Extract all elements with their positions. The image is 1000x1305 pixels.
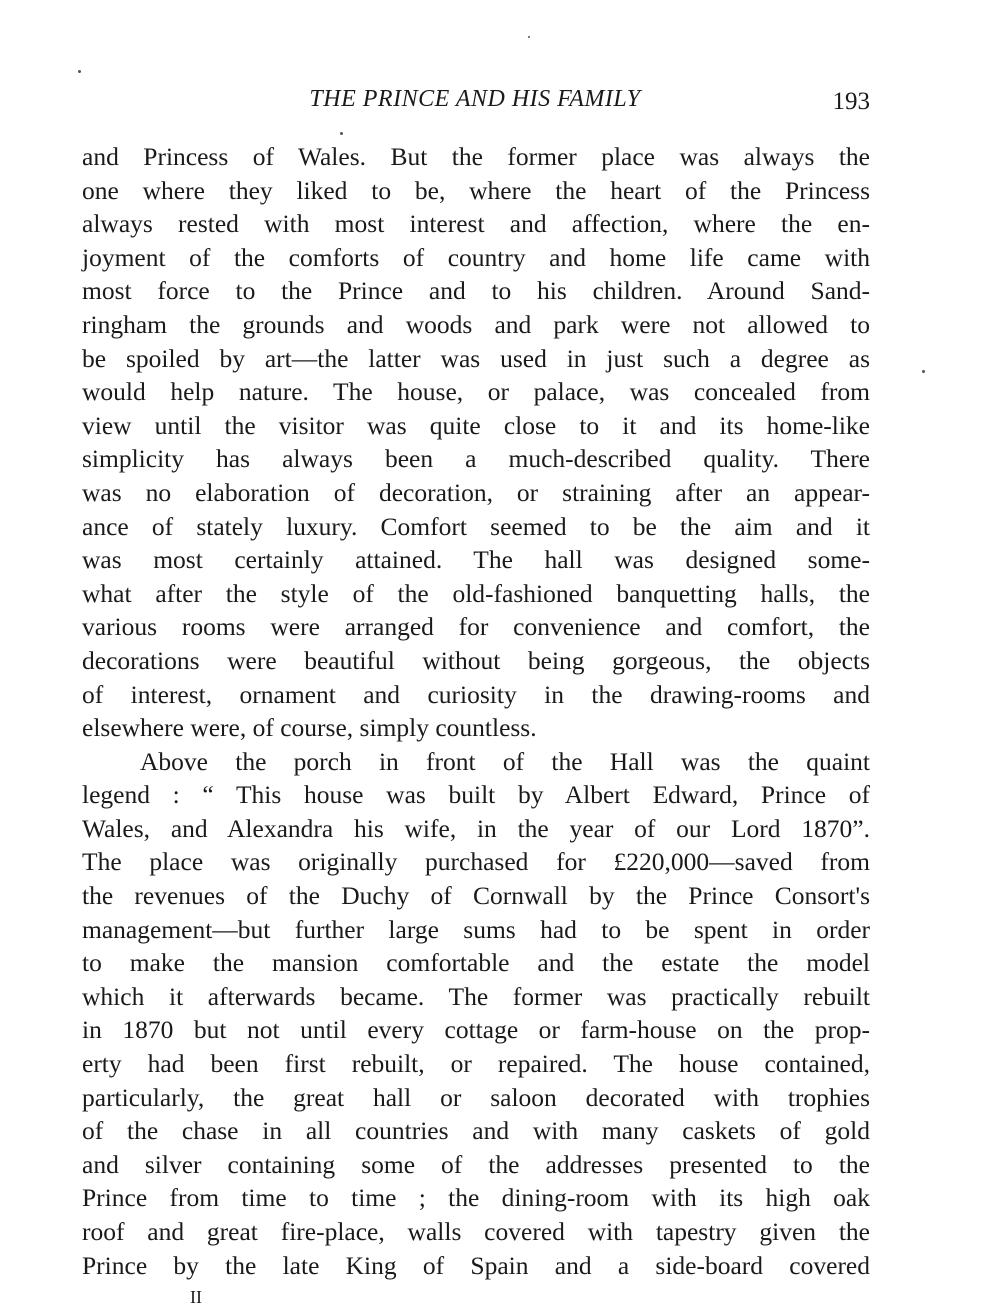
text-line: to make the mansion comfortable and the estate the model [82,948,870,978]
text-line: erty had been first rebuilt, or repaired. The house contained, [82,1049,870,1079]
text-line: Prince from time to time ; the dining-room with its high oak [82,1183,870,1213]
text-line: which it afterwards became. The former was practically rebuilt [82,981,870,1011]
running-head [80,86,870,120]
print-speck [78,70,81,73]
text-line: one where they liked to be, where the heart of the Princess [82,175,870,205]
text-line: view until the visitor was quite close to it and its home-like [82,410,870,440]
text-line: simplicity has always been a much-described quality. There [82,444,870,474]
paragraph-start-line: Above the porch in front of the Hall was the quaint [140,746,870,776]
text-line: Wales, and Alexandra his wife, in the year of our Lord 1870”. [82,813,870,843]
text-line: would help nature. The house, or palace, was concealed from [82,377,870,407]
paragraph-end-line: elsewhere were, of course, simply countless. [82,713,537,743]
text-line: was most certainly attained. The hall was designed some- [82,545,870,575]
text-line: and Princess of Wales. But the former place was always the [82,142,870,171]
text-line: roof and great fire-place, walls covered with tapestry given the [82,1217,870,1246]
signature-mark: II [190,1288,202,1305]
text-line: various rooms were arranged for convenience and comfort, the [82,612,870,642]
print-speck [922,370,925,373]
text-line: The place was originally purchased for £220,000—saved from [82,847,870,877]
text-line: legend : “ This house was built by Albert Edward, Prince of [82,780,870,810]
text-line: be spoiled by art—the latter was used in just such a degree as [82,343,870,373]
text-line: what after the style of the old-fashioned banquetting halls, the [82,578,870,608]
text-line: of the chase in all countries and with many caskets of gold [82,1116,870,1146]
text-line: particularly, the great hall or saloon decorated with trophies [82,1082,870,1112]
text-line: in 1870 but not until every cottage or farm-house on the prop- [82,1015,870,1045]
text-line: ringham the grounds and woods and park were not allowed to [82,309,870,339]
print-speck [528,36,530,38]
text-line: always rested with most interest and affection, where the en- [82,209,870,239]
text-line: and silver containing some of the addresses presented to the [82,1149,870,1179]
text-line: decorations were beautiful without being gorgeous, the objects [82,645,870,675]
body-text [82,140,870,1282]
text-line: most force to the Prince and to his children. Around Sand- [82,276,870,306]
text-line: joyment of the comforts of country and home life came with [82,242,870,272]
page-number: 193 [832,88,870,115]
text-line: the revenues of the Duchy of Cornwall by the Prince Consort's [82,881,870,911]
text-line: of interest, ornament and curiosity in the drawing-rooms and [82,679,870,709]
text-line: Prince by the late King of Spain and a side-board covered [82,1250,870,1280]
print-speck [340,132,343,135]
text-line: ance of stately luxury. Comfort seemed to be the aim and it [82,511,870,541]
text-line: was no elaboration of decoration, or straining after an appear- [82,477,870,507]
running-title: THE PRINCE AND HIS FAMILY [309,86,641,112]
text-line: management—but further large sums had to be spent in order [82,914,870,944]
